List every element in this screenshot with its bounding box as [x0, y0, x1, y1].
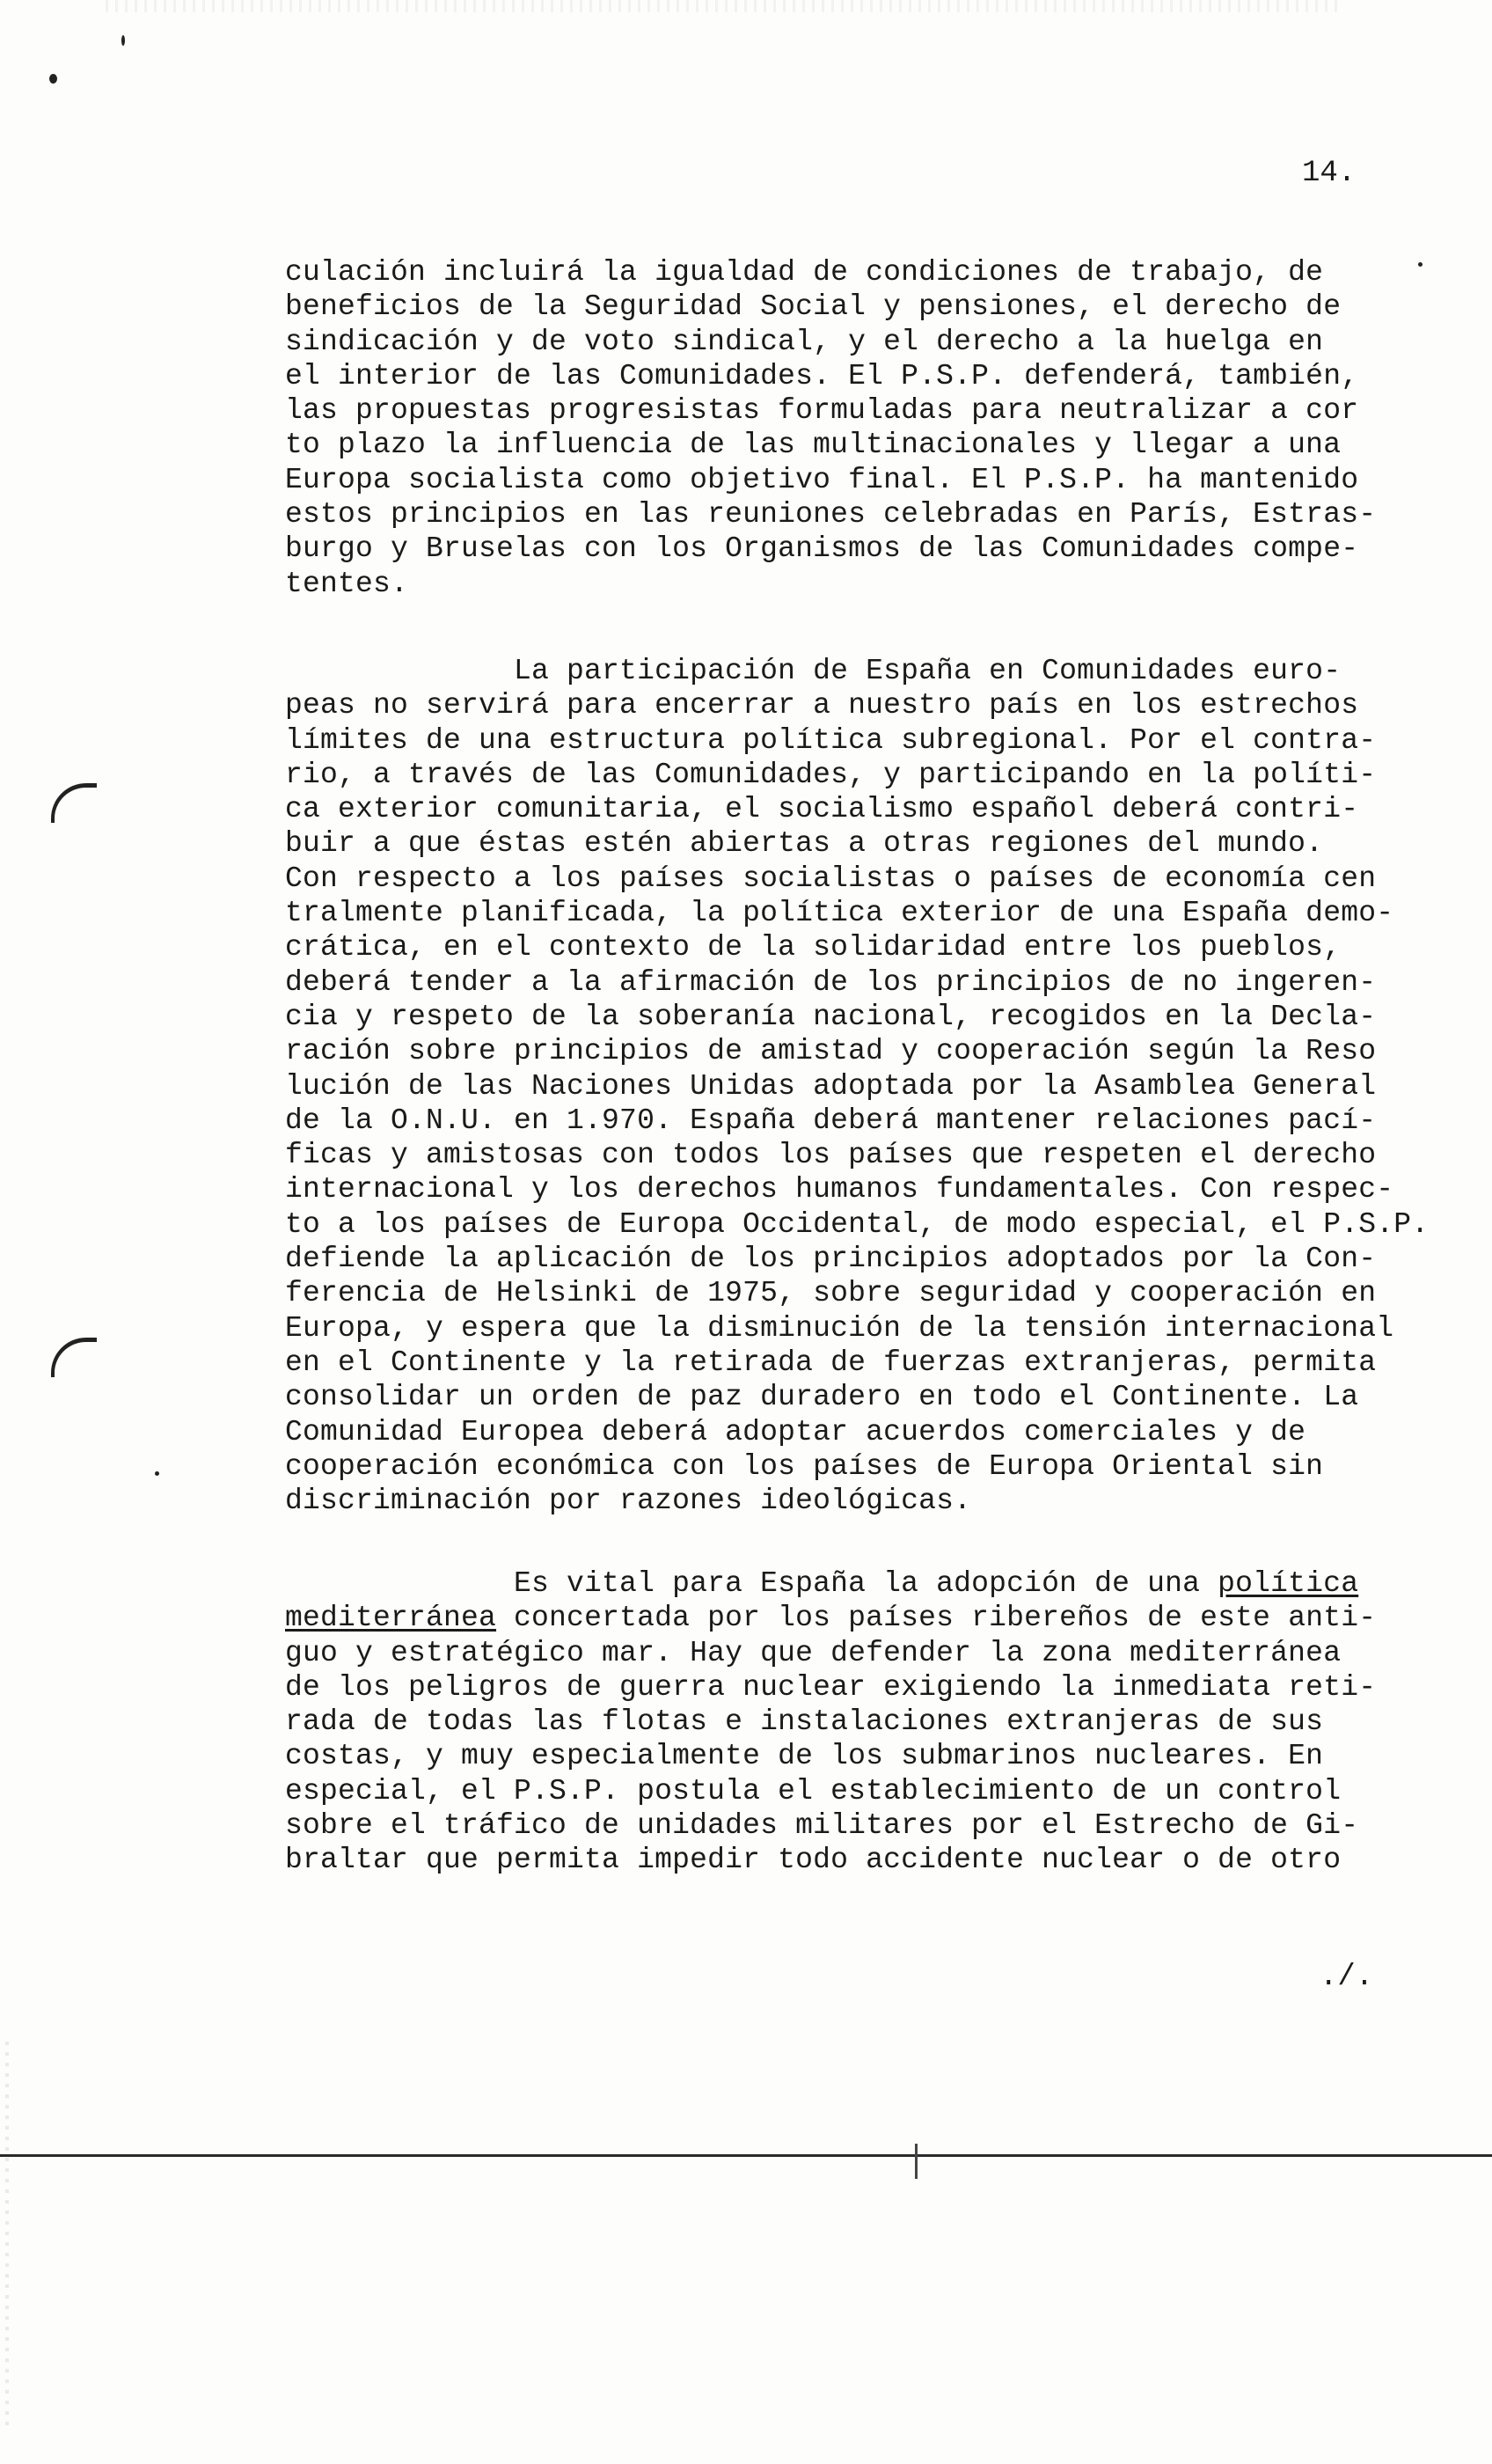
text-line: el interior de las Comunidades. El P.S.P. defenderá, también,: [285, 359, 1359, 392]
text-line: sobre el tráfico de unidades militares por el Estrecho de Gi-: [285, 1809, 1359, 1843]
page-separator-line: [0, 2154, 1492, 2157]
text-line: en el Continente y la retirada de fuerzas extranjeras, permita: [285, 1346, 1377, 1379]
text-line: las propuestas progresistas formuladas para neutralizar a cor: [285, 394, 1359, 428]
text-line: to plazo la influencia de las multinacionales y llegar a una: [285, 429, 1342, 462]
underlined-term: mediterránea: [285, 1602, 497, 1635]
scan-noise: [106, 0, 1337, 12]
scan-mark: [121, 35, 125, 46]
text-line: Europa socialista como objetivo final. El P.S.P. ha mantenido: [285, 463, 1359, 496]
text-line: braltar que permita impedir todo accidente nuclear o de otro: [285, 1844, 1342, 1877]
scan-mark: [1418, 262, 1423, 267]
text-line: beneficios de la Seguridad Social y pensiones, el derecho de: [285, 290, 1342, 324]
text-line: rio, a través de las Comunidades, y participando en la políti-: [285, 758, 1377, 791]
paragraph-1: [285, 255, 1376, 601]
underlined-term: política: [1218, 1567, 1359, 1600]
text-run: Es vital para España la adopción de una: [285, 1567, 1218, 1600]
text-line: de los peligros de guerra nuclear exigiendo la inmediata reti-: [285, 1670, 1377, 1704]
text-line: lución de las Naciones Unidas adoptada por la Asamblea General: [285, 1069, 1377, 1103]
page-number: 14.: [1302, 157, 1357, 190]
text-line: ferencia de Helsinki de 1975, sobre seguridad y cooperación en: [285, 1277, 1377, 1310]
text-line: defiende la aplicación de los principios adoptados por la Con-: [285, 1243, 1377, 1276]
text-run: concertada por los países ribereños de este anti-: [496, 1602, 1377, 1635]
text-line: to a los países de Europa Occidental, de modo especial, el P.S.P.: [285, 1207, 1430, 1241]
text-line: Europa, y espera que la disminución de la tensión internacional: [285, 1311, 1394, 1345]
text-line: especial, el P.S.P. postula el establecimiento de un control: [285, 1774, 1342, 1808]
text-line: Comunidad Europea deberá adoptar acuerdos comerciales y de: [285, 1415, 1306, 1448]
text-line: rada de todas las flotas e instalaciones extranjeras de sus: [285, 1705, 1324, 1739]
text-line: ca exterior comunitaria, el socialismo español deberá contri-: [285, 793, 1359, 826]
text-line: costas, y muy especialmente de los submarinos nucleares. En: [285, 1740, 1324, 1773]
text-line: peas no servirá para encerrar a nuestro país en los estrechos: [285, 689, 1359, 722]
text-line: consolidar un orden de paz duradero en todo el Continente. La: [285, 1381, 1359, 1414]
scan-mark: [155, 1471, 159, 1476]
text-line: culación incluirá la igualdad de condiciones de trabajo, de: [285, 256, 1324, 289]
text-line: buir a que éstas estén abiertas a otras regiones del mundo.: [285, 827, 1324, 861]
text-line: cia y respeto de la soberanía nacional, recogidos en la Decla-: [285, 1000, 1377, 1033]
text-line: [285, 1601, 1376, 1635]
separator-tick: [915, 2144, 918, 2179]
scan-noise: [5, 2042, 9, 2429]
text-line: de la O.N.U. en 1.970. España deberá mantener relaciones pací-: [285, 1104, 1377, 1137]
text-line: límites de una estructura política subregional. Por el contra-: [285, 723, 1377, 757]
text-line: internacional y los derechos humanos fundamentales. Con respec-: [285, 1173, 1394, 1206]
text-line: tentes.: [285, 567, 409, 600]
text-line: discriminación por razones ideológicas.: [285, 1485, 972, 1518]
punch-hole-mark: [51, 1338, 97, 1377]
text-line: ración sobre principios de amistad y cooperación según la Reso: [285, 1035, 1377, 1068]
text-line: La participación de España en Comunidades euro-: [285, 655, 1342, 687]
paragraph-2: [285, 654, 1429, 1518]
text-line: deberá tender a la afirmación de los principios de no ingeren-: [285, 965, 1377, 999]
text-line: sindicación y de voto sindical, y el derecho a la huelga en: [285, 325, 1324, 358]
text-line: guo y estratégico mar. Hay que defender la zona mediterránea: [285, 1636, 1342, 1669]
text-line: crática, en el contexto de la solidaridad entre los pueblos,: [285, 931, 1342, 964]
text-line: ficas y amistosas con todos los países que respeten el derecho: [285, 1139, 1377, 1172]
text-line: estos principios en las reuniones celebradas en París, Estras-: [285, 498, 1377, 532]
scan-mark: [49, 74, 57, 84]
continuation-mark: ./.: [1320, 1961, 1374, 1994]
text-line: [285, 1566, 1376, 1601]
text-line: tralmente planificada, la política exterior de una España demo-: [285, 897, 1394, 930]
paragraph-3: [285, 1566, 1376, 1878]
text-line: Con respecto a los países socialistas o países de economía cen: [285, 862, 1377, 895]
punch-hole-mark: [51, 783, 97, 823]
text-line: burgo y Bruselas con los Organismos de las Comunidades compe-: [285, 532, 1359, 566]
text-line: cooperación económica con los países de Europa Oriental sin: [285, 1449, 1324, 1483]
